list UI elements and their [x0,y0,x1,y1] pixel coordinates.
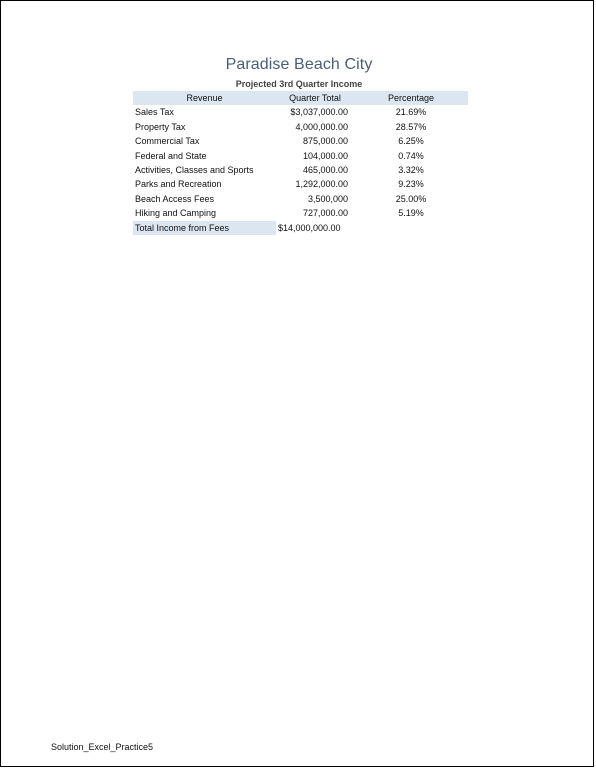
percentage-cell: 25.00% [395,193,427,204]
percentage-cell: 0.74% [398,150,424,161]
quarter-total-cell: 727,000.00 [302,208,348,219]
total-label: Total Income from Fees [133,221,276,235]
table-row [133,120,468,134]
header-percentage: Percentage [354,91,468,105]
quarter-total-cell: 4,000,000.00 [295,121,348,132]
table-row [133,149,468,163]
quarter-total-cell: 104,000.00 [302,150,348,161]
percentage-cell: 6.25% [398,136,424,147]
revenue-cell: Property Tax [135,121,186,132]
header-quarter-total: Quarter Total [276,91,354,105]
table-header-row [133,91,468,105]
income-table [133,91,468,235]
table-row [133,134,468,148]
table-row [133,105,468,119]
revenue-cell: Beach Access Fees [135,193,215,204]
total-quarter-value: $14,000,000.00 [278,222,341,233]
percentage-cell: 3.32% [398,165,424,176]
quarter-total-cell: 465,000.00 [302,165,348,176]
table-row [133,206,468,220]
revenue-cell: Hiking and Camping [135,208,217,219]
total-row [133,221,468,235]
quarter-total-cell: 875,000.00 [302,136,348,147]
percentage-cell: 21.69% [395,107,427,118]
total-percentage-cell [354,221,468,235]
table-row [133,177,468,191]
revenue-cell: Parks and Recreation [135,179,222,190]
quarter-total-cell: 3,500,000 [307,193,348,204]
revenue-cell: Federal and State [135,150,207,161]
revenue-cell: Sales Tax [135,107,174,118]
percentage-cell: 9.23% [398,179,424,190]
table-row [133,163,468,177]
document-subtitle: Projected 3rd Quarter Income [235,79,363,89]
revenue-cell: Commercial Tax [135,136,200,147]
table-row [133,192,468,206]
quarter-total-cell: $3,037,000.00 [290,107,348,118]
document-footer: Solution_Excel_Practice5 [51,742,154,752]
percentage-cell: 28.57% [395,121,427,132]
header-revenue: Revenue [133,91,276,105]
document-title: Paradise Beach City [225,56,373,73]
percentage-cell: 5.19% [398,208,424,219]
quarter-total-cell: 1,292,000.00 [295,179,348,190]
revenue-cell: Activities, Classes and Sports [135,165,254,176]
